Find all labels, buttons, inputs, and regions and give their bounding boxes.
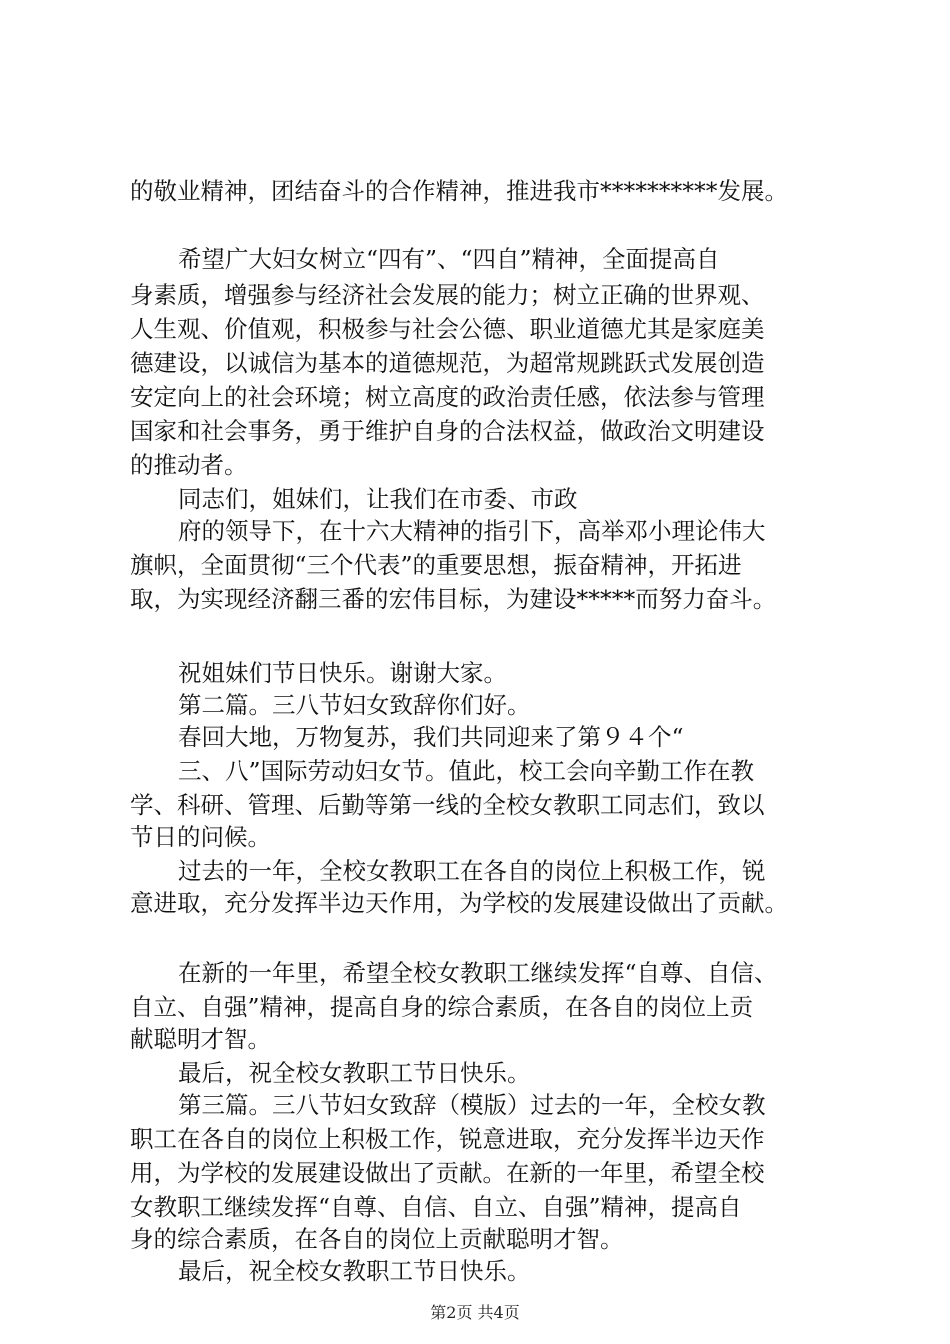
text-line: 国家和社会事务，勇于维护自身的合法权益，做政治文明建设 <box>130 417 765 445</box>
text-line: 希望广大妇女树立“四有”、“四自”精神，全面提高自 <box>178 245 720 273</box>
text-line: 学、科研、管理、后勤等第一线的全校女教职工同志们，致以 <box>130 791 765 819</box>
text-line: 身素质，增强参与经济社会发展的能力；树立正确的世界观、 <box>130 281 765 309</box>
text-line: 德建设，以诚信为基本的道德规范，为超常规跳跃式发展创造 <box>130 349 765 377</box>
text-line: 同志们，姐妹们，让我们在市委、市政 <box>178 485 578 513</box>
text-line: 第二篇。三八节妇女致辞你们好。 <box>178 691 531 719</box>
text-line: 的推动者。 <box>130 451 248 479</box>
text-line: 取，为实现经济翻三番的宏伟目标，为建设*****而努力奋斗。 <box>130 585 777 613</box>
text-line: 过去的一年，全校女教职工在各自的岗位上积极工作，锐 <box>178 857 766 885</box>
text-line: 安定向上的社会环境；树立高度的政治责任感，依法参与管理 <box>130 383 765 411</box>
text-line: 在新的一年里，希望全校女教职工继续发挥“自尊、自信、 <box>178 959 778 987</box>
text-line: 春回大地，万物复苏，我们共同迎来了第９４个“ <box>178 723 684 751</box>
text-line: 最后，祝全校女教职工节日快乐。 <box>178 1059 531 1087</box>
text-line: 最后，祝全校女教职工节日快乐。 <box>178 1257 531 1285</box>
text-line: 女教职工继续发挥“自尊、自信、自立、自强”精神，提高自 <box>130 1193 742 1221</box>
text-line: 自立、自强”精神，提高自身的综合素质，在各自的岗位上贡 <box>130 993 754 1021</box>
text-line: 三、八”国际劳动妇女节。值此，校工会向辛勤工作在教 <box>178 757 755 785</box>
text-line: 祝姐妹们节日快乐。谢谢大家。 <box>178 659 507 687</box>
text-line: 府的领导下，在十六大精神的指引下，高举邓小理论伟大 <box>178 517 766 545</box>
text-line: 职工在各自的岗位上积极工作，锐意进取，充分发挥半边天作 <box>130 1125 765 1153</box>
text-line: 身的综合素质，在各自的岗位上贡献聪明才智。 <box>130 1225 624 1253</box>
text-line: 第三篇。三八节妇女致辞（模版）过去的一年，全校女教 <box>178 1091 766 1119</box>
text-line: 旗帜，全面贯彻“三个代表”的重要思想，振奋精神，开拓进 <box>130 551 742 579</box>
text-line: 节日的问候。 <box>130 823 271 851</box>
page-number-footer: 第2页 共4页 <box>430 1303 520 1322</box>
text-line: 人生观、价值观，积极参与社会公德、职业道德尤其是家庭美 <box>130 315 765 343</box>
text-line: 意进取，充分发挥半边天作用，为学校的发展建设做出了贡献。 <box>130 889 788 917</box>
text-line: 用，为学校的发展建设做出了贡献。在新的一年里，希望全校 <box>130 1159 765 1187</box>
text-line: 的敬业精神，团结奋斗的合作精神，推进我市**********发展。 <box>130 177 788 205</box>
text-line: 献聪明才智。 <box>130 1025 271 1053</box>
